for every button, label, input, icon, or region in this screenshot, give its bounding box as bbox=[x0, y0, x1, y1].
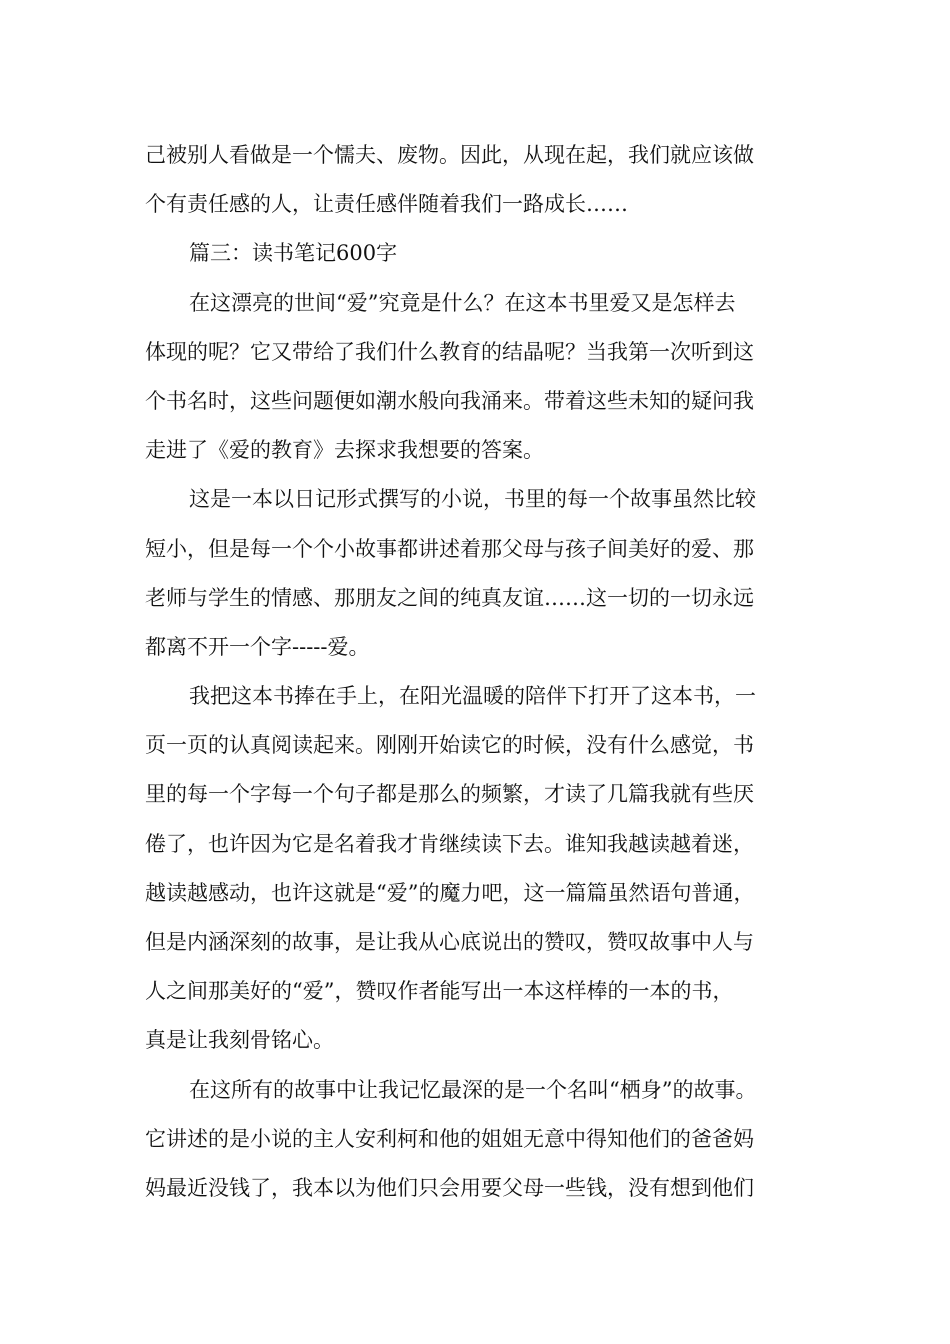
text-line: 短小，但是每一个个小故事都讲述着那父母与孩子间美好的爱、那 bbox=[145, 536, 754, 561]
text-line: 都离不开一个字-----爱。 bbox=[145, 634, 370, 659]
text-line: 但是内涵深刻的故事，是让我从心底说出的赞叹，赞叹故事中人与 bbox=[145, 930, 754, 954]
text-line: 页一页的认真阅读起来。刚刚开始读它的时候，没有什么感觉，书 bbox=[145, 733, 754, 758]
text-line: 老师与学生的情感、那朋友之间的纯真友谊……这一切的一切永远 bbox=[145, 585, 754, 610]
text-line: 体现的呢？它又带给了我们什么教育的结晶呢？当我第一次听到这 bbox=[145, 339, 754, 364]
text-line: 在这所有的故事中让我记忆最深的是一个名叫“栖身”的故事。 bbox=[189, 1077, 757, 1102]
text-line: 人之间那美好的“爱”，赞叹作者能写出一本这样棒的一本的书， bbox=[145, 979, 734, 1004]
text-line: 这是一本以日记形式撰写的小说，书里的每一个故事虽然比较 bbox=[189, 487, 756, 512]
text-line: 己被别人看做是一个懦夫、废物。因此，从现在起，我们就应该做 bbox=[145, 143, 754, 167]
text-line: 里的每一个字每一个句子都是那么的频繁，才读了几篇我就有些厌 bbox=[145, 782, 754, 807]
section-heading: 篇三：读书笔记600字 bbox=[189, 241, 398, 266]
text-line: 倦了，也许因为它是名着我才肯继续读下去。谁知我越读越着迷， bbox=[145, 831, 754, 856]
text-line: 它讲述的是小说的主人安利柯和他的姐姐无意中得知他们的爸爸妈 bbox=[145, 1126, 754, 1151]
text-line: 在这漂亮的世间“爱”究竟是什么？在这本书里爱又是怎样去 bbox=[189, 290, 736, 315]
text-line: 走进了《爱的教育》去探求我想要的答案。 bbox=[145, 438, 544, 463]
text-line: 个有责任感的人，让责任感伴随着我们一路成长…… bbox=[145, 192, 628, 217]
text-line: 个书名时，这些问题便如潮水般向我涌来。带着这些未知的疑问我 bbox=[145, 388, 754, 413]
text-line: 越读越感动，也许这就是“爱”的魔力吧，这一篇篇虽然语句普通， bbox=[145, 880, 755, 905]
text-line: 真是让我刻骨铭心。 bbox=[145, 1028, 334, 1053]
body-text bbox=[145, 131, 835, 1213]
text-line: 我把这本书捧在手上，在阳光温暖的陪伴下打开了这本书，一 bbox=[189, 684, 756, 709]
text-line: 妈最近没钱了，我本以为他们只会用要父母一些钱，没有想到他们 bbox=[145, 1175, 754, 1200]
